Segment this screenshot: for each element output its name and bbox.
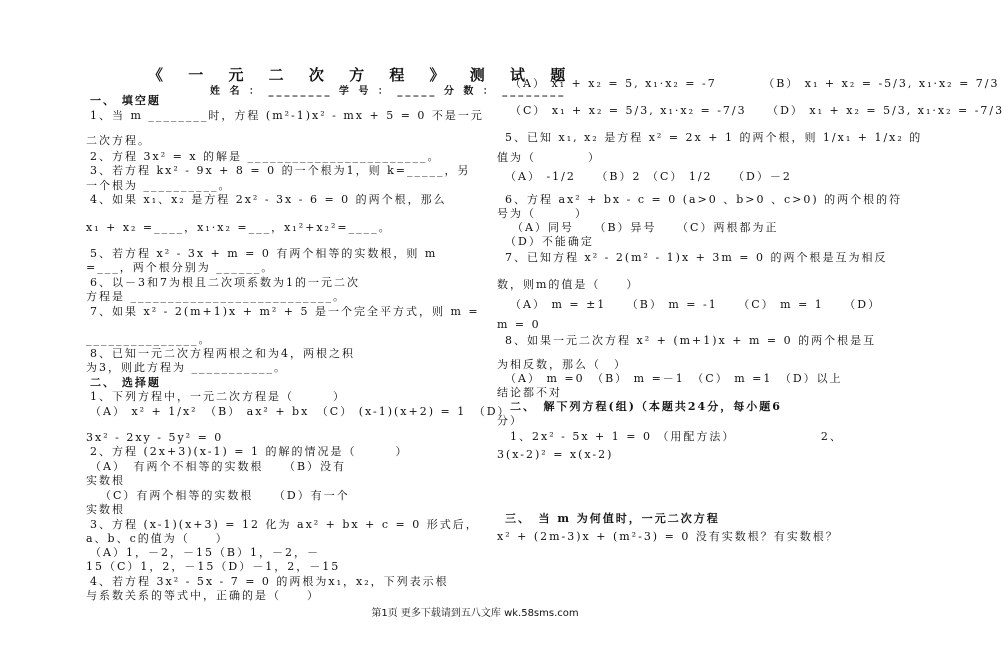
right-text-line: （A） -1/2 （B）2 （C） 1/2 （D）－2 [505, 170, 792, 183]
right-text-line: 三、 当 m 为何值时，一元二次方程 [505, 512, 720, 525]
right-text-line: （D）不能确定 [505, 235, 594, 248]
right-text-line: x² + (2m-3)x + (m²-3) = 0 没有实数根？有实数根？ [497, 530, 839, 543]
right-text-line: 1、2x² - 5x + 1 = 0 （用配方法） 2、 [510, 430, 843, 443]
right-text-line: 7、已知方程 x² - 2(m² - 1)x + 3m = 0 的两个根是互为相反 [505, 251, 888, 264]
right-text-line: （A） m = ±1 （B） m = -1 （C） m = 1 （D） [510, 298, 882, 311]
student-info-line: 姓 名 ： ________ 学 号 ： _____ 分 数 ： ________ [210, 86, 567, 97]
right-text-line: （A）同号 （B）异号 （C）两根都为正 [512, 221, 779, 234]
left-text-line: 二、 选择题 [90, 376, 161, 389]
right-text-line: 为相反数，那么（ ） [497, 358, 627, 371]
left-text-line: 3x² - 2xy - 5y² = 0 [86, 431, 224, 444]
left-text-line: 实数根 [86, 503, 125, 516]
right-text-line: 分） [497, 414, 523, 427]
left-text-line: 3、方程 (x-1)(x+3) = 12 化为 ax² + bx + c = 0 形式后， [90, 518, 479, 531]
right-text-line: m = 0 [497, 318, 541, 331]
left-text-line: 2、方程 (2x+3)(x-1) = 1 的解的情况是（ ） [90, 445, 409, 458]
left-text-line: 8、已知一元二次方程两根之和为4，两根之积 [90, 347, 355, 360]
right-text-line: 6、方程 ax² + bx - c = 0 (a>0 、b>0 、c>0) 的两个根的符 [505, 193, 903, 206]
right-text-line: （A） m =0 （B） m =－1 （C） m =1 （D）以上 [505, 372, 843, 385]
right-text-line: 二、 解下列方程(组)（本题共24分，每小题6 [510, 400, 782, 413]
right-text-line: 结论都不对 [497, 386, 562, 399]
left-text-line: 二次方程。 [86, 134, 151, 147]
left-text-line: 6、以－3和7为根且二次项系数为1的一元二次 [90, 276, 360, 289]
left-text-line: 7、如果 x² - 2(m+1)x + m² + 5 是一个完全平方式，则 m = [90, 305, 480, 318]
left-text-line: a、b、c的值为（ ） [86, 532, 229, 545]
left-text-line: 一个根为 __________。 [86, 179, 232, 192]
left-text-line: _______________。 [86, 333, 212, 346]
left-text-line: 15（C）1，2，－15（D）－1，2，－15 [86, 560, 341, 573]
left-text-line: （A） x² + 1/x² （B） ax² + bx （C） (x-1)(x+2) = 1 （D） [90, 405, 511, 418]
left-text-line: 为3，则此方程为 ___________。 [86, 361, 287, 374]
left-text-line: 4、若方程 3x² - 5x - 7 = 0 的两根为x₁，x₂，下列表示根 [90, 575, 449, 588]
left-text-line: 5、若方程 x² - 3x + m = 0 有两个相等的实数根，则 m [90, 247, 438, 260]
left-text-line: 1、下列方程中，一元二次方程是（ ） [90, 390, 346, 403]
left-text-line: 实数根 [86, 474, 125, 487]
left-text-line: =___，两个根分别为 ______。 [86, 261, 275, 274]
left-text-line: （A） 有两个不相等的实数根 （B）没有 [90, 460, 347, 473]
page-title: 《 一 元 二 次 方 程 》 测 试 题 [148, 66, 576, 84]
right-text-line: 3(x-2)² = x(x-2) [497, 448, 614, 461]
left-text-line: 方程是 ___________________________。 [86, 290, 346, 303]
left-text-line: 2、方程 3x² = x 的解是 ________________________。 [90, 150, 441, 163]
right-text-line: 8、如果一元二次方程 x² + (m+1)x + m = 0 的两个根是互 [505, 334, 877, 347]
right-text-line: 5、已知 x₁, x₂ 是方程 x² = 2x + 1 的两个根，则 1/x₁ + 1/x₂ 的 [505, 131, 923, 144]
left-text-line: 4、如果 x₁、x₂ 是方程 2x² - 3x - 6 = 0 的两个根，那么 [90, 193, 447, 206]
left-text-line: x₁ + x₂ =____，x₁·x₂ =___，x₁²+x₂²=____。 [86, 221, 392, 234]
right-text-line: 值为（ ） [497, 151, 601, 164]
left-text-line: 与系数关系的等式中，正确的是（ ） [86, 589, 320, 602]
right-text-line: 数，则m的值是（ ） [497, 278, 640, 291]
left-text-line: （C）有两个相等的实数根 （D）有一个 [100, 489, 350, 502]
left-text-line: 3、若方程 kx² - 9x + 8 = 0 的一个根为1，则 k=_____，另 [90, 164, 471, 177]
right-text-line: （C） x₁ + x₂ = 5/3, x₁·x₂ = -7/3 （D） x₁ + x₂ = 5/3, x₁·x₂ = -7/3 [510, 104, 1004, 117]
right-text-line: （A） x₁ + x₂ = 5, x₁·x₂ = -7 （B） x₁ + x₂ = -5/3, x₁·x₂ = 7/3 [510, 77, 1000, 90]
left-text-line: （A）1，－2，－15（B）1，－2，－ [90, 546, 321, 559]
right-text-line: 号为（ ） [497, 207, 588, 220]
left-text-line: 一、 填空题 [90, 94, 161, 107]
page-footer: 第1页 更多下载请到五八文库 wk.58sms.com [371, 608, 579, 619]
left-text-line: 1、当 m ________时，方程 (m²-1)x² - mx + 5 = 0 不是一元 [90, 109, 484, 122]
